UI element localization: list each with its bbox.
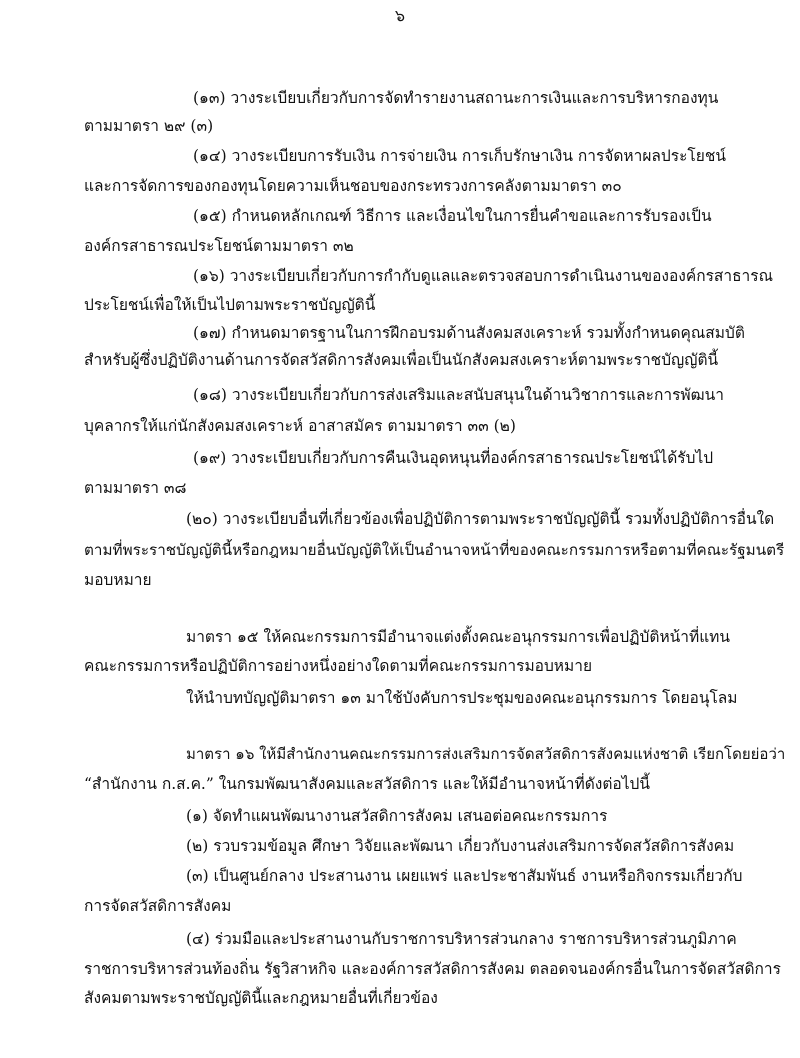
item-19-line-2: ตามมาตรา ๓๘: [84, 479, 187, 497]
section-16-item-1: (๑) จัดทำแผนพัฒนางานสวัสดิการสังคม เสนอต่อคณะกรรมการ: [186, 807, 608, 825]
section-16-item-3-line-2: การจัดสวัสดิการสังคม: [84, 897, 232, 915]
section-15-line-3: ให้นำบทบัญญัติมาตรา ๑๓ มาใช้บังคับการประชุมของคณะอนุกรรมการ โดยอนุโลม: [186, 689, 738, 707]
section-16-item-4-line-2: ราชการบริหารส่วนท้องถิ่น รัฐวิสาหกิจ และองค์การสวัสดิการสังคม ตลอดจนองค์กรอื่นในการจัดสวัสดิการ: [84, 960, 781, 978]
page-number: ๖: [394, 6, 406, 25]
section-16-item-4-line-3: สังคมตามพระราชบัญญัตินี้และกฎหมายอื่นที่เกี่ยวข้อง: [84, 989, 438, 1007]
section-15-line-2: คณะกรรมการหรือปฏิบัติการอย่างหนึ่งอย่างใดตามที่คณะกรรมการมอบหมาย: [84, 657, 593, 675]
item-19-line-1: (๑๙) วางระเบียบเกี่ยวกับการคืนเงินอุดหนุนที่องค์กรสาธารณประโยชน์ได้รับไป: [193, 449, 714, 467]
item-18-line-1: (๑๘) วางระเบียบเกี่ยวกับการส่งเสริมและสนับสนุนในด้านวิชาการและการพัฒนา: [193, 386, 724, 404]
item-14-line-2: และการจัดการของกองทุนโดยความเห็นชอบของกระทรวงการคลังตามมาตรา ๓๐: [84, 177, 622, 195]
item-16-line-1: (๑๖) วางระเบียบเกี่ยวกับการกำกับดูแลและตรวจสอบการดำเนินงานขององค์กรสาธารณ: [193, 267, 773, 285]
section-16-item-4-line-1: (๔) ร่วมมือและประสานงานกับราชการบริหารส่วนกลาง ราชการบริหารส่วนภูมิภาค: [186, 930, 737, 948]
item-13-line-2: ตามมาตรา ๒๙ (๓): [84, 117, 214, 135]
item-16-line-2: ประโยชน์เพื่อให้เป็นไปตามพระราชบัญญัตินี้: [84, 296, 376, 314]
item-17-line-2: สำหรับผู้ซึ่งปฏิบัติงานด้านการจัดสวัสดิการสังคมเพื่อเป็นนักสังคมสงเคราะห์ตามพระราชบัญญัตินี้: [84, 351, 719, 369]
section-15-line-1: มาตรา ๑๕ ให้คณะกรรมการมีอำนาจแต่งตั้งคณะอนุกรรมการเพื่อปฏิบัติหน้าที่แทน: [186, 628, 730, 646]
item-17-line-1: (๑๗) กำหนดมาตรฐานในการฝึกอบรมด้านสังคมสงเคราะห์ รวมทั้งกำหนดคุณสมบัติ: [193, 324, 745, 342]
section-16-line-2: “สำนักงาน ก.ส.ค.” ในกรมพัฒนาสังคมและสวัสดิการ และให้มีอำนาจหน้าที่ดังต่อไปนี้: [84, 775, 650, 793]
item-20-line-1: (๒๐) วางระเบียบอื่นที่เกี่ยวข้องเพื่อปฏิบัติการตามพระราชบัญญัตินี้ รวมทั้งปฏิบัติการอื่นใด: [186, 510, 775, 528]
item-20-line-2: ตามที่พระราชบัญญัตินี้หรือกฎหมายอื่นบัญญัติให้เป็นอำนาจหน้าที่ของคณะกรรมการหรือตามที่คณะรัฐมนตรี: [84, 541, 785, 559]
item-20-line-3: มอบหมาย: [84, 571, 152, 589]
section-16-line-1: มาตรา ๑๖ ให้มีสำนักงานคณะกรรมการส่งเสริมการจัดสวัสดิการสังคมแห่งชาติ เรียกโดยย่อว่า: [186, 745, 786, 763]
item-14-line-1: (๑๔) วางระเบียบการรับเงิน การจ่ายเงิน การเก็บรักษาเงิน การจัดหาผลประโยชน์: [193, 147, 726, 165]
section-16-item-3-line-1: (๓) เป็นศูนย์กลาง ประสานงาน เผยแพร่ และประชาสัมพันธ์ งานหรือกิจกรรมเกี่ยวกับ: [186, 867, 743, 885]
item-15-line-2: องค์กรสาธารณประโยชน์ตามมาตรา ๓๒: [84, 237, 354, 255]
section-16-item-2: (๒) รวบรวมข้อมูล ศึกษา วิจัยและพัฒนา เกี่ยวกับงานส่งเสริมการจัดสวัสดิการสังคม: [186, 837, 735, 855]
item-18-line-2: บุคลากรให้แก่นักสังคมสงเคราะห์ อาสาสมัคร ตามมาตรา ๓๓ (๒): [84, 417, 516, 435]
item-13-line-1: (๑๓) วางระเบียบเกี่ยวกับการจัดทำรายงานสถานะการเงินและการบริหารกองทุน: [193, 89, 719, 107]
item-15-line-1: (๑๕) กำหนดหลักเกณฑ์ วิธีการ และเงื่อนไขในการยื่นคำขอและการรับรองเป็น: [193, 207, 712, 225]
